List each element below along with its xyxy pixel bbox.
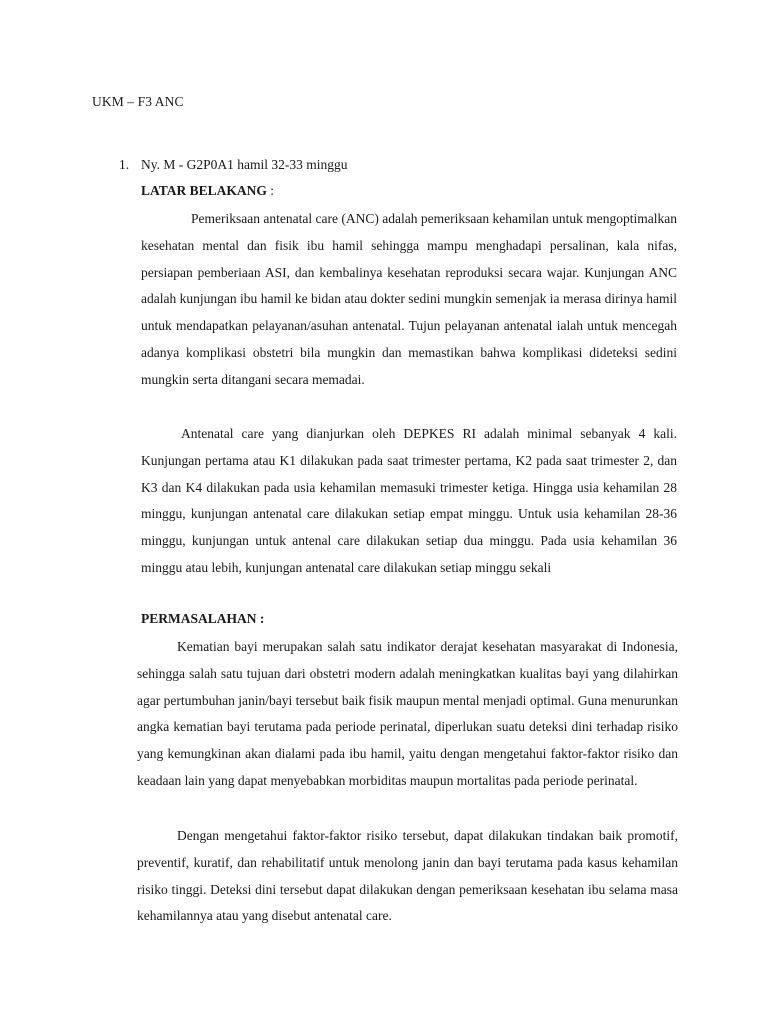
heading-suffix: : [266,183,275,198]
list-item-title: Ny. M - G2P0A1 hamil 32-33 minggu [141,157,348,172]
paragraph-problem-1: Kematian bayi merupakan salah satu indikator derajat kesehatan masyarakat di Indonesia, sehingga salah satu tujuan dari obstetri modern adalah meningkatkan kualitas bayi yang dilahirkan agar pertumbuhan janin/bayi tersebut baik fisik maupun mental menjadi optimal. Guna menurunkan angka kematian bayi terutama pada periode perinatal, diperlukan suatu deteksi dini terhadap risiko yang kemungkinan akan dialami pada ibu hamil, yaitu dengan mengetahui faktor-faktor risiko dan keadaan lain yang dapat menyebabkan morbiditas maupun mortalitas pada periode perinatal. [137,639,678,788]
section-heading-permasalahan: PERMASALAHAN : [141,611,265,626]
paragraph-background-1: Pemeriksaan antenatal care (ANC) adalah pemeriksaan kehamilan untuk mengoptimalkan kesehatan mental dan fisik ibu hamil sehingga mampu menghadapi persalinan, kala nifas, persiapan pemberiaan ASI, dan kembalinya kesehatan reproduksi secara wajar. Kunjungan ANC adalah kunjungan ibu hamil ke bidan atau dokter sedini mungkin semenjak ia merasa dirinya hamil untuk mendapatkan pelayanan/asuhan antenatal. Tujun pelayanan antenatal ialah untuk mencegah adanya komplikasi obstetri bila mungkin dan memastikan bahwa komplikasi dideteksi sedini mungkin serta ditangani secara memadai. [141,211,677,387]
document-header: UKM – F3 ANC [92,94,184,109]
paragraph-problem-2: Dengan mengetahui faktor-faktor risiko tersebut, dapat dilakukan tindakan baik promotif, preventif, kuratif, dan rehabilitatif untuk menolong janin dan bayi terutama pada kasus kehamilan risiko tinggi. Deteksi dini tersebut dapat dilakukan dengan pemeriksaan kesehatan ibu selama masa kehamilannya atau yang disebut antenatal care. [137,828,678,924]
section-heading-latar-belakang [141,183,274,199]
heading-text: LATAR BELAKANG [141,183,267,198]
list-item-number: 1. [119,157,130,172]
paragraph-background-2: Antenatal care yang dianjurkan oleh DEPKES RI adalah minimal sebanyak 4 kali. Kunjungan pertama atau K1 dilakukan pada saat trimester pertama, K2 pada saat trimester 2, dan K3 dan K4 dilakukan pada usia kehamilan memasuki trimester ketiga. Hingga usia kehamilan 28 minggu, kunjungan antenatal care dilakukan setiap empat minggu. Untuk usia kehamilan 28-36 minggu, kunjungan untuk antenal care dilakukan setiap dua minggu. Pada usia kehamilan 36 minggu atau lebih, kunjungan antenatal care dilakukan setiap minggu sekali [141,426,677,575]
